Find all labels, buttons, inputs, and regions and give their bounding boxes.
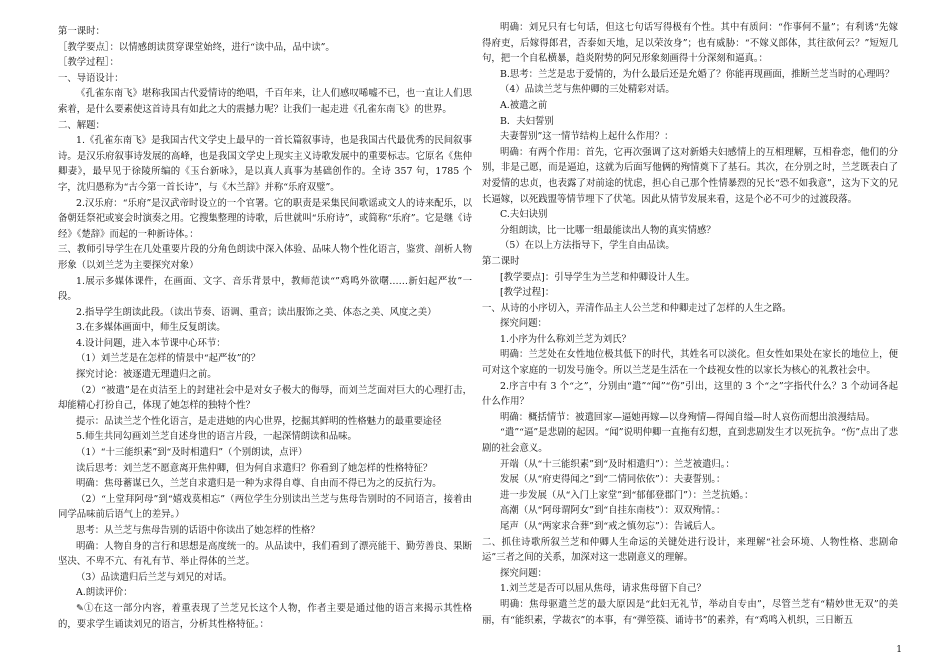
right-paragraph: 尾声（从“两家求合葬”到“戒之慎勿忘”）：告诫后人。	[500, 521, 721, 532]
left-paragraph: （1）刘兰芝是在怎样的情景中“起严妆”的？	[76, 353, 261, 365]
right-paragraph: 分组朗读，比一比哪一组最能读出人物的真实情感？	[500, 224, 716, 236]
right-paragraph: 高潮（从“阿母谓阿女”到“自挂东南枝”）：双双殉情。：	[500, 505, 726, 517]
left-paragraph: 4.设计问题，进入本节课中心环节：	[76, 337, 226, 349]
left-paragraph: 明确：人物自身的言行和思想是高度统一的。从品读中，我们看到了漂亮能干、勤劳善良、果断坚决、不卑不亢、有礼有节、举止得体的兰芝。	[58, 540, 472, 568]
left-paragraph: 提示：品读兰芝个性化语言，是走进她的内心世界，挖掘其鲜明的性格魅力的最重要途径	[76, 415, 442, 427]
right-paragraph: 开端（从“十三能织素”到“及时相遣归”）：兰芝被遣归。：	[500, 458, 735, 470]
right-paragraph: （5）在以上方法指导下，学生自由品读。	[500, 240, 675, 252]
right-paragraph: A.被遣之前	[500, 99, 548, 111]
left-paragraph: （2）“被遣”是在贞洁至上的封建社会中是对女子极大的侮辱，而刘兰芝面对巨大的心理打击，却能精心打扮自己，体现了她怎样的独特个性？	[58, 384, 472, 412]
left-paragraph: ✎①在这一部分内容，着重表现了兰芝兄长这个人物，作者主要是通过他的语言来揭示其性格的，要求学生诵读刘兄的语言，分析其性格特征。：	[58, 602, 472, 630]
right-paragraph: 一、从诗的小序切入，弄清作品主人公兰芝和仲卿走过了怎样的人生之路。	[482, 302, 792, 314]
right-paragraph: C.夫妇诀别	[500, 209, 548, 221]
right-paragraph: B.思考：兰芝是忠于爱情的，为什么最后还是允婚了？你能再现画面，推断兰芝当时的心理吗？	[500, 68, 895, 80]
left-paragraph: （2）“上堂拜阿母”到“嬉戏莫相忘”（两位学生分别读出兰芝与焦母告别时的不同语言，接着由同学品味前后语气上的差异。）	[58, 493, 472, 521]
left-paragraph: ［教学要点］：以情感朗读贯穿课堂始终，进行“读中品，品中读”。	[58, 41, 335, 53]
left-paragraph: 2.指导学生朗读此段。（读出节奏、语调、重音；读出服饰之美、体态之美、风度之美）	[76, 306, 437, 318]
right-paragraph: 2.序言中有 3 个“之”，分别由“遣”“闻”“伤”引出，这里的 3 个“之”字指代什么？3 个动词各起什么作用？	[482, 380, 898, 408]
right-paragraph: 明确：刘兄只有七句话，但这七句话写得极有个性。其中有质问：“作事何不量”；有利诱“先嫁得府吏，后嫁得郎君，否泰如天地，足以荣汝身”；也有威胁：“不嫁义郎体，其往欲何云？”短短几句，把一个自私横暴，趋炎附势的阿兄形象刻画得十分深刻和逼真。：	[482, 22, 898, 65]
left-paragraph: 探究讨论：被逐遣无理遣归之前。	[76, 369, 217, 381]
right-paragraph: [教学要点]：引导学生为兰芝和仲卿设计人生。	[500, 271, 695, 283]
right-paragraph: 探究问题：	[500, 567, 547, 579]
right-paragraph: 明确：焦母驱遣兰芝的最大原因是“此妇无礼节，举动自专由”，尽管兰芝有“精妙世无双”的美丽，有“能织素，学裁衣”的本事，有“弹箜篌、诵诗书”的素养，有“鸡鸣入机织，三日断五	[482, 598, 898, 626]
right-paragraph: 明确：有两个作用：首先，它再次强调了这对新婚夫妇感情上的互相理解，互相眷恋，他们的分别，非是己愿，而是逼迫，这就为后面写他俩的殉情奠下了基石。其次，在分别之时，兰芝既表白了对爱情的忠贞，也表露了对前途的忧虑，担心自己那个性情暴烈的兄长“恐不如我意”，这为下文的兄长逼嫁，以死践盟等情节埋下了伏笔。因此从情节发展来看，这是个必不可少的过渡段落。	[482, 146, 898, 205]
left-paragraph: 5.师生共同勾画刘兰芝自述身世的语言片段，一起深情朗读和品味。	[76, 431, 357, 443]
right-paragraph: 夫妻誓别”这一情节结构上起什么作用？：	[500, 131, 674, 143]
right-paragraph: [教学过程]：	[500, 287, 555, 299]
right-paragraph: 第二课时	[482, 255, 520, 267]
right-paragraph: “遣”“逼”是悲剧的起因。“闻”说明仲卿一直拖有幻想，直到悲剧发生才以死抗争。“伤”点出了悲剧的社会意义。	[482, 427, 898, 455]
left-column	[58, 24, 472, 632]
left-paragraph: 1.展示多媒体课件，在画面、文字、音乐背景中，教师范读“”鸡鸣外欲曙……新妇起严妆”一段。	[58, 275, 472, 303]
left-paragraph: 一、导语设计：	[58, 72, 124, 84]
right-paragraph: B．夫妇誓别	[500, 115, 554, 127]
left-paragraph: 1.《孔雀东南飞》是我国古代文学史上最早的一首长篇叙事诗，也是我国古代最优秀的民间叙事诗。是汉乐府叙事诗发展的高峰，也是我国文学史上现实主义诗歌发展中的重要标志。它原名《焦仲卿妻》，最早见于徐陵所编的《玉台新咏》，是以真人真事为基础创作的。全诗 357 句，1785 个字，沈归愚称为“古今第一首长诗”，与《木兰辞》并称“乐府双璧”。	[58, 135, 472, 193]
left-paragraph: 二、解题：	[58, 119, 105, 131]
left-paragraph: 三、教师引导学生在几处重要片段的分角色朗读中深入体验、品味人物个性化语言，鉴赏、剖析人物形象（以刘兰芝为主要探究对象）	[58, 244, 472, 271]
right-paragraph: 进一步发展（从“入门上家堂”到“郁郁登郡门”）：兰芝抗婚。：	[500, 489, 754, 501]
right-paragraph: （4）品读兰芝与焦仲卿的三处精彩对话。	[500, 84, 675, 96]
left-paragraph: （3）品读遣归后兰芝与刘兄的对话。	[76, 571, 232, 583]
left-paragraph: ［教学过程］：	[58, 57, 119, 69]
page-number: 1	[896, 645, 902, 655]
right-column	[482, 20, 898, 628]
left-paragraph: 第一课时：	[58, 26, 105, 37]
left-paragraph: 读后思考：刘兰芝不愿意离开焦仲卿，但为何自求遣归？你看到了她怎样的性格特征？	[76, 462, 433, 474]
right-paragraph: 二、抓住诗歌所叙兰芝和仲卿人生命运的关键处进行设计，来理解“社会环境、人物性格、悲剧命运”三者之间的关系，加深对这一悲剧意义的理解。	[482, 536, 898, 564]
left-paragraph: 思考：从兰芝与焦母告别的话语中你读出了她怎样的性格？	[76, 525, 320, 536]
left-paragraph: 明确：焦母蓄谋已久，兰芝自求遣归是一种为求得自尊、自由而不得已为之的反抗行为。	[76, 478, 442, 490]
right-paragraph: 1.小序为什么称刘兰芝为刘氏？	[500, 333, 631, 345]
right-paragraph: 发展（从“府吏得闻之”到“二情同依依”）：夫妻誓别。：	[500, 474, 726, 486]
left-paragraph: A.朗读评价：	[76, 587, 133, 599]
left-paragraph: 2.汉乐府：“乐府”是汉武帝时设立的一个官署。它的职责是采集民间歌谣或文人的诗来配乐，以备朝廷祭祀或宴会时演奏之用。它搜集整理的诗歌，后世就叫“乐府诗”，或简称“乐府”。它是继《诗经》《楚辞》而起的一种新诗体。：	[58, 197, 472, 240]
right-paragraph: 1.刘兰芝是否可以屈从焦母，请求焦母留下自己？	[500, 583, 706, 595]
left-paragraph: 《孔雀东南飞》堪称我国古代爱情诗的绝唱，千百年来，让人们感叹唏嘘不已，也一直让人们思索着，是什么要素使这首诗具有如此之大的震撼力呢？让我们一起走进《孔雀东南飞》的世界。	[58, 88, 472, 115]
left-paragraph: （1）“十三能织素”到“及时相遣归”（个别朗读，点评）	[76, 447, 308, 459]
right-paragraph: 探究问题：	[500, 318, 547, 330]
right-paragraph: 明确：兰芝处在女性地位极其低下的时代，其姓名可以淡化。但女性如果处在家长的地位上，便可对这个家庭的一切发号施令。所以兰芝是生活在一个歧视女性的以家长为核心的礼教社会中。	[482, 349, 898, 377]
right-paragraph: 明确：概括情节：被遣回家—逼她再嫁—以身殉情—得闻自缢—时人哀伤而想出浪漫结局。	[500, 411, 876, 423]
left-paragraph: 3.在多媒体画面中，师生反复朗读。	[76, 322, 226, 334]
